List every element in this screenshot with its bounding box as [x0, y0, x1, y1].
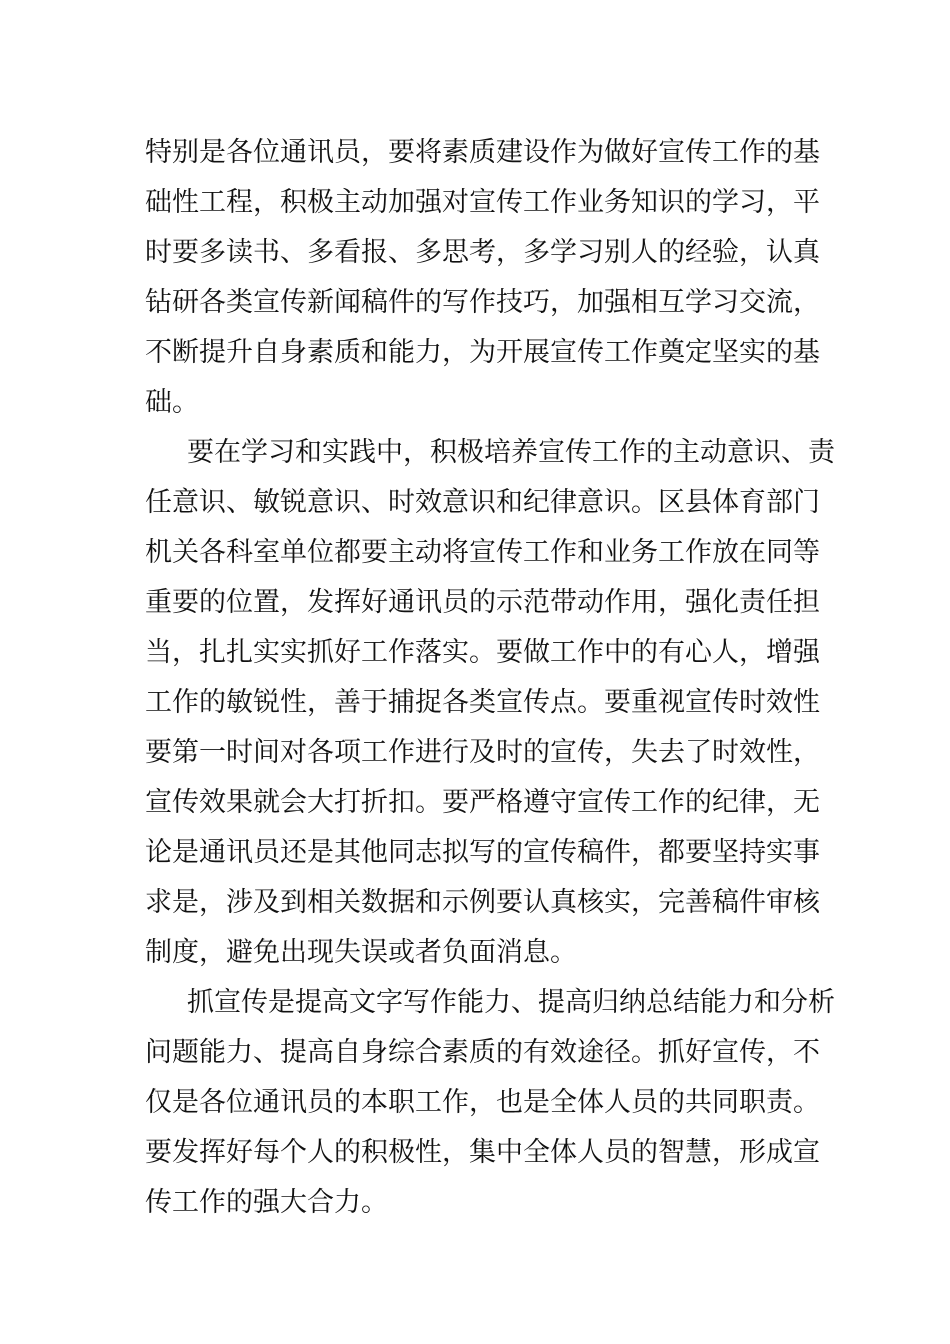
paragraph-line: 仅是各位通讯员的本职工作，也是全体人员的共同职责。: [145, 1087, 820, 1118]
paragraph-line: 钻研各类宣传新闻稿件的写作技巧，加强相互学习交流，: [145, 287, 820, 318]
paragraph-line: 抓宣传是提高文字写作能力、提高归纳总结能力和分析: [187, 987, 835, 1018]
paragraph-line: 不断提升自身素质和能力，为开展宣传工作奠定坚实的基: [145, 337, 820, 368]
paragraph-line: 问题能力、提高自身综合素质的有效途径。抓好宣传，不: [145, 1037, 820, 1068]
paragraph-line: 宣传效果就会大打折扣。要严格遵守宣传工作的纪律，无: [145, 787, 820, 818]
paragraph-line: 求是，涉及到相关数据和示例要认真核实，完善稿件审核: [145, 887, 820, 918]
paragraph-line: 要在学习和实践中，积极培养宣传工作的主动意识、责: [187, 437, 835, 468]
paragraph-line: 任意识、敏锐意识、时效意识和纪律意识。区县体育部门: [145, 487, 820, 518]
paragraph-3: [145, 978, 835, 1228]
paragraph-line: 础性工程，积极主动加强对宣传工作业务知识的学习，平: [145, 187, 820, 218]
paragraph-line: 制度，避免出现失误或者负面消息。: [145, 937, 577, 968]
paragraph-line: 时要多读书、多看报、多思考，多学习别人的经验，认真: [145, 237, 820, 268]
paragraph-line: 础。: [145, 387, 199, 418]
paragraph-line: 当，扎扎实实抓好工作落实。要做工作中的有心人，增强: [145, 637, 820, 668]
paragraph-1: [145, 128, 820, 428]
paragraph-line: 要第一时间对各项工作进行及时的宣传，失去了时效性，: [145, 737, 820, 768]
paragraph-line: 要发挥好每个人的积极性，集中全体人员的智慧，形成宣: [145, 1137, 820, 1168]
paragraph-2: [145, 428, 835, 978]
paragraph-line: 工作的敏锐性，善于捕捉各类宣传点。要重视宣传时效性: [145, 687, 820, 718]
paragraph-line: 特别是各位通讯员，要将素质建设作为做好宣传工作的基: [145, 137, 820, 168]
document-body: [145, 128, 835, 1228]
paragraph-line: 重要的位置，发挥好通讯员的示范带动作用，强化责任担: [145, 587, 820, 618]
paragraph-line: 传工作的强大合力。: [145, 1187, 388, 1218]
paragraph-line: 论是通讯员还是其他同志拟写的宣传稿件，都要坚持实事: [145, 837, 820, 868]
paragraph-line: 机关各科室单位都要主动将宣传工作和业务工作放在同等: [145, 537, 820, 568]
